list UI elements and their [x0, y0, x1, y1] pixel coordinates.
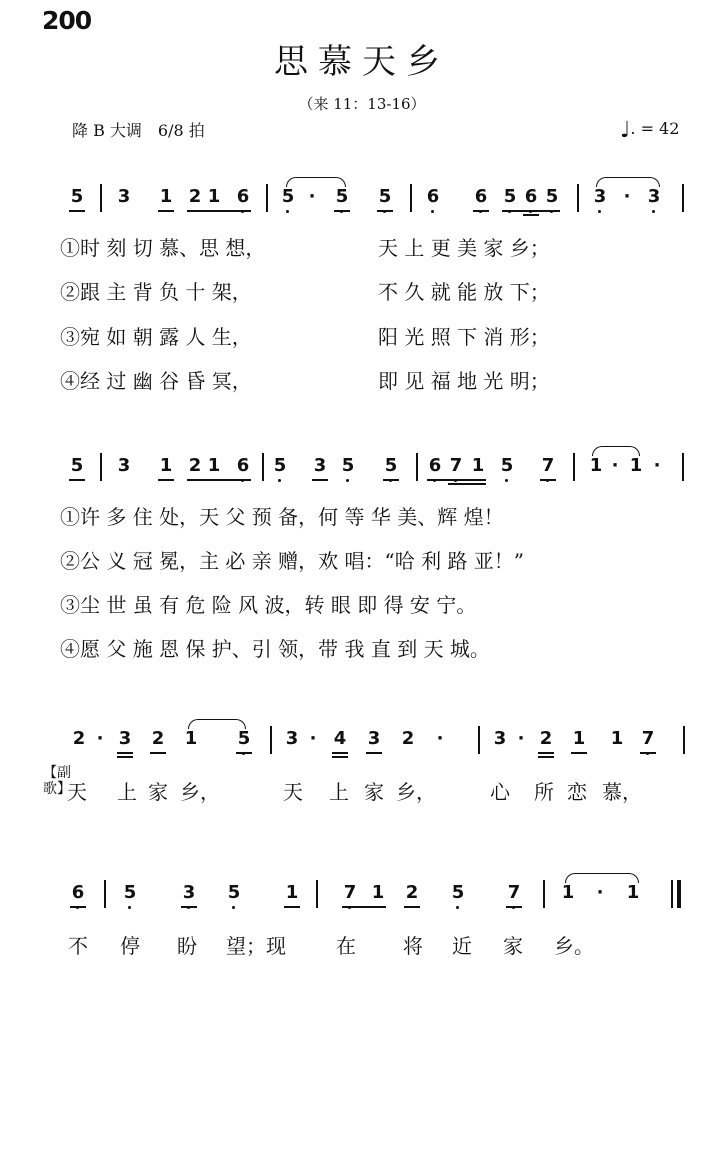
note: 5 — [382, 455, 400, 477]
verse-line: ③宛 如 朝 露 人 生， 阳 光 照 下 消 形； — [60, 325, 550, 349]
note: 5 — [70, 455, 84, 476]
staff-1 — [0, 178, 724, 218]
verse-line: ①许 多 住 处，天 父 预 备，何 等 华 美、辉 煌！ — [60, 505, 504, 529]
note: 2 — [539, 728, 553, 749]
note: 2 — [72, 728, 86, 749]
note: 5 — [121, 882, 139, 904]
note: 5 — [225, 882, 243, 904]
note: 3 — [118, 728, 132, 749]
scripture-reference: （来 11：13-16） — [298, 95, 426, 113]
note: · — [623, 186, 631, 207]
refrain-line: 天 上 家 乡， 天 上 家 乡， 心 所 恋 慕， — [67, 780, 642, 804]
tempo-marking — [620, 118, 679, 143]
note: · — [96, 728, 104, 749]
staff-2 — [0, 447, 724, 487]
verse-line: ④愿 父 施 恩 保 护、引 领，带 我 直 到 天 城。 — [60, 637, 490, 661]
note: 6 — [472, 186, 490, 208]
note: 5 — [449, 882, 467, 904]
note: 7 — [639, 728, 657, 750]
note: 5 — [543, 186, 561, 208]
note: · — [653, 455, 661, 476]
note: 3 — [180, 882, 198, 904]
note: 1 — [207, 455, 221, 476]
note: 5 — [501, 186, 519, 208]
note: 3 — [285, 728, 299, 749]
page-title: 思慕天乡 — [274, 42, 450, 82]
verse-line: ③尘 世 虽 有 危 险 风 波，转 眼 即 得 安 宁。 — [60, 593, 477, 617]
note: 5 — [339, 455, 357, 477]
note: 1 — [626, 882, 640, 903]
quarter-note-icon: ♩ — [620, 118, 631, 143]
note: 1 — [159, 186, 173, 207]
note: 2 — [405, 882, 419, 903]
note: 3 — [367, 728, 381, 749]
note: · — [596, 882, 604, 903]
note: 7 — [341, 882, 359, 904]
note: 4 — [333, 728, 347, 749]
note: 1 — [629, 455, 643, 476]
note: 2 — [401, 728, 415, 749]
note: 1 — [572, 728, 586, 749]
note: 6 — [522, 186, 540, 208]
note: · — [611, 455, 619, 476]
note: 5 — [498, 455, 516, 477]
note: 7 — [505, 882, 523, 904]
staff-4 — [0, 874, 724, 914]
verse-line: ②跟 主 背 负 十 架， 不 久 就 能 放 下； — [60, 280, 550, 304]
tempo-value: . = 42 — [630, 119, 680, 138]
note: 5 — [271, 455, 289, 477]
key-meter: 降 B 大调 6/8 拍 — [72, 121, 205, 140]
note: 6 — [234, 186, 252, 208]
note: 1 — [471, 455, 485, 476]
note: 5 — [376, 186, 394, 208]
note: 6 — [424, 186, 442, 208]
verse-line: ①时 刻 切 慕、思 想， 天 上 更 美 家 乡； — [60, 236, 550, 260]
verse-line: ④经 过 幽 谷 昏 冥， 即 见 福 地 光 明； — [60, 369, 550, 393]
note: 5 — [279, 186, 297, 208]
note: 6 — [426, 455, 444, 477]
note: 2 — [151, 728, 165, 749]
note: 2 — [188, 455, 202, 476]
note: 3 — [645, 186, 663, 208]
note: 3 — [117, 455, 131, 476]
refrain-label: 【副歌】 — [43, 765, 71, 797]
note: 1 — [589, 455, 603, 476]
note: 5 — [235, 728, 253, 750]
note: 2 — [188, 186, 202, 207]
note: · — [436, 728, 444, 749]
note: · — [517, 728, 525, 749]
note: 1 — [610, 728, 624, 749]
note: · — [309, 728, 317, 749]
note: 6 — [69, 882, 87, 904]
note: 7 — [447, 455, 465, 477]
note: 5 — [333, 186, 351, 208]
note: 3 — [117, 186, 131, 207]
note: 5 — [70, 186, 84, 207]
note: 3 — [493, 728, 507, 749]
refrain-line: 不 停 盼 望；现 在 将 近 家 乡。 — [68, 934, 594, 958]
verse-line: ②公 义 冠 冕，主 必 亲 赠，欢 唱：“哈 利 路 亚！” — [60, 549, 525, 573]
note: 6 — [234, 455, 252, 477]
staff-3 — [0, 720, 724, 760]
note: 1 — [184, 728, 198, 749]
note: 1 — [285, 882, 299, 903]
hymn-number: 200 — [42, 6, 92, 35]
note: 7 — [539, 455, 557, 477]
note: 3 — [313, 455, 327, 476]
note: 3 — [591, 186, 609, 208]
note: 1 — [207, 186, 221, 207]
note: 1 — [561, 882, 575, 903]
note: 1 — [371, 882, 385, 903]
note: 1 — [159, 455, 173, 476]
note: · — [308, 186, 316, 207]
